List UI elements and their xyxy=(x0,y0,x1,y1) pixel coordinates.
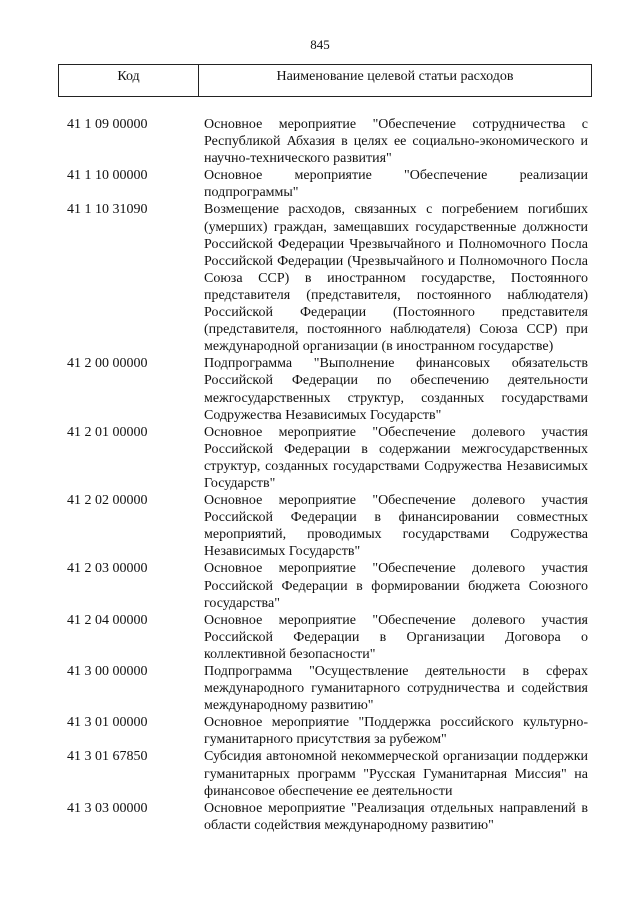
row-name: Основное мероприятие "Обеспечение реализации подпрограммы" xyxy=(204,168,588,201)
row-code: 41 3 00 00000 xyxy=(67,664,148,679)
table-row xyxy=(0,612,640,663)
table-row xyxy=(0,492,640,560)
table-row xyxy=(0,800,640,834)
column-header-code: Код xyxy=(59,65,199,96)
table-row xyxy=(0,355,640,423)
page-number: 845 xyxy=(310,37,330,52)
table-row xyxy=(0,424,640,492)
row-name: Основное мероприятие "Обеспечение долевого участия Российской Федерации в формировании бюджета Союзного государства" xyxy=(204,561,588,611)
row-code: 41 3 01 00000 xyxy=(67,715,148,731)
row-name: Основное мероприятие "Обеспечение сотрудничества с Республикой Абхазия в целях ее социально-экономического и научно-технического развития" xyxy=(204,117,588,167)
row-code: 41 1 10 00000 xyxy=(67,168,148,184)
table-row xyxy=(0,167,640,201)
table-row xyxy=(0,560,640,611)
row-code: 41 1 10 31090 xyxy=(67,202,148,218)
row-code: 41 3 01 67850 xyxy=(67,749,148,765)
row-name: Возмещение расходов, связанных с погребением погибших (умерших) граждан, замещавших государственные должности Российской Федерации Чрезвычайного и Полномочного Посла Российской Федерации (Чрезвычайного и Полномочного Посла Союза ССР) в иностранном государстве, Постоянного представителя (представителя, постоянного наблюдателя) Российской Федерации (Постоянного представителя (представителя, постоянного наблюдателя) Союза ССР) при международной организации (в иностранном государстве) xyxy=(204,202,588,355)
row-code: 41 3 03 00000 xyxy=(67,800,148,816)
column-header-name: Наименование целевой статьи расходов xyxy=(276,69,514,84)
row-code: 41 2 03 00000 xyxy=(67,561,148,577)
table-row xyxy=(0,714,640,748)
row-code: 41 2 00 00000 xyxy=(67,356,148,372)
row-name: Подпрограмма "Выполнение финансовых обязательств Российской Федерации по обеспечению деятельности межгосударственных структур, созданных государствами Содружества Независимых Государств" xyxy=(204,356,588,423)
row-code: 41 2 01 00000 xyxy=(67,424,148,440)
table-row xyxy=(0,663,640,714)
row-code: 41 2 04 00000 xyxy=(67,612,148,628)
table-body xyxy=(0,116,640,834)
table-row xyxy=(0,201,640,355)
row-name: Основное мероприятие "Обеспечение долевого участия Российской Федерации в финансировании совместных мероприятий, проводимых государствами Содружества Независимых Государств" xyxy=(204,493,588,560)
row-name: Основное мероприятие "Обеспечение долевого участия Российской Федерации в содержании межгосударственных структур, созданных государствами Содружества Независимых Государств" xyxy=(204,424,588,491)
row-name: Основное мероприятие "Обеспечение долевого участия Российской Федерации в Организации Договора о коллективной безопасности" xyxy=(204,612,588,662)
row-name: Подпрограмма "Осуществление деятельности в сферах международного гуманитарного сотрудничества и содействия международному развитию" xyxy=(204,664,588,714)
row-code: 41 2 02 00000 xyxy=(67,493,148,509)
row-name: Субсидия автономной некоммерческой организации поддержки гуманитарных программ "Русская Гуманитарная Миссия" на финансовое обеспечение ее деятельности xyxy=(204,749,588,799)
row-name: Основное мероприятие "Реализация отдельных направлений в области содействия международному развитию" xyxy=(204,800,588,833)
table-row xyxy=(0,748,640,799)
table-row xyxy=(0,116,640,167)
table-header xyxy=(58,64,592,97)
row-code: 41 1 09 00000 xyxy=(67,117,148,132)
row-name: Основное мероприятие "Поддержка российского культурно-гуманитарного присутствия за рубежом" xyxy=(204,715,588,748)
